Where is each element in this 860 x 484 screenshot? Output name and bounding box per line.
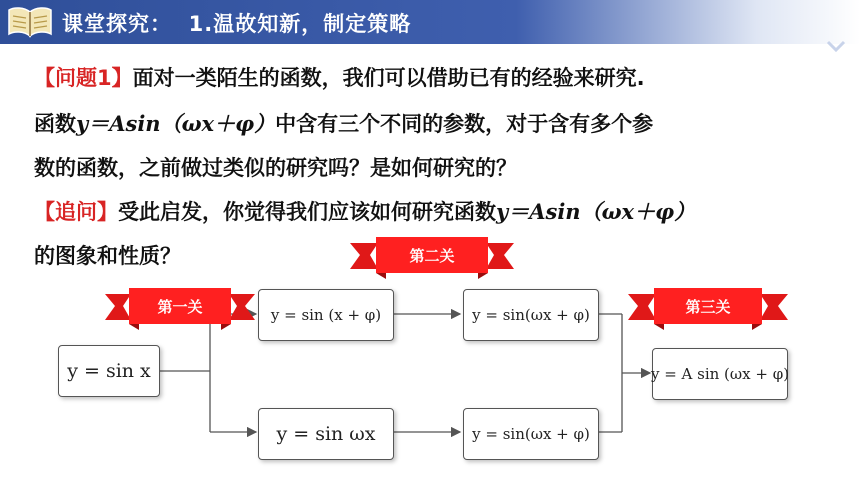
followup-tag: 【追问】: [34, 200, 118, 224]
result-function-box: y = A sin (ωx + φ): [652, 348, 788, 400]
followup-formula: y＝Asin（ωx＋φ）: [496, 199, 696, 224]
bottom-step2-box: y = sin(ωx + φ): [463, 408, 599, 460]
followup-text-2: 的图象和性质？: [34, 244, 181, 268]
stage1-label: 第一关: [157, 298, 203, 316]
top-step1-box: y = sin (x + φ): [258, 289, 394, 341]
top-step2-box: y = sin(ωx + φ): [463, 289, 599, 341]
question-text-2b: 中含有三个不同的参数，对于含有多个参: [275, 112, 654, 136]
stage2-ribbon: [350, 233, 514, 281]
start-function-box: y = sin x: [58, 345, 160, 397]
followup-text-1: 受此启发，你觉得我们应该如何研究函数: [118, 200, 496, 224]
stage3-ribbon: [628, 284, 788, 332]
stage2-label: 第二关: [409, 247, 455, 265]
question-text-1: 面对一类陌生的函数，我们可以借助已有的经验来研究.: [132, 66, 645, 90]
stage3-label: 第三关: [685, 298, 731, 316]
header-title: 课堂探究： 1.温故知新，制定策略: [62, 12, 412, 36]
question-text-2a: 函数: [34, 112, 76, 136]
function-formula: y＝Asin（ωx＋φ）: [76, 111, 276, 136]
question-tag: 【问题1】: [34, 66, 133, 90]
question-text-3: 数的函数，之前做过类似的研究吗？是如何研究的？: [34, 156, 517, 180]
bottom-step1-box: y = sin ωx: [258, 408, 394, 460]
stage1-ribbon: [105, 284, 255, 332]
